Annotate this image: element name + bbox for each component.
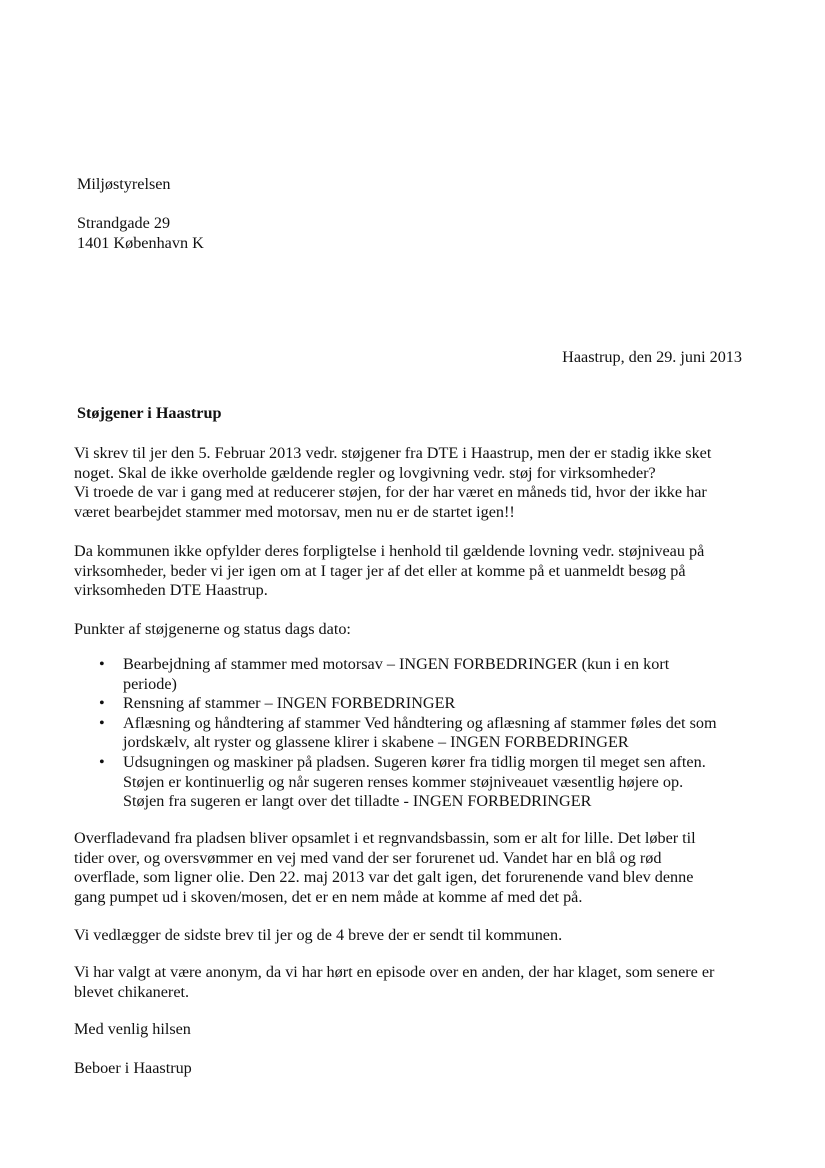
bullet-line: Støjen er kontinuerlig og når sugeren renses kommer støjniveauet væsentlig højere op. bbox=[123, 772, 684, 791]
paragraph-line: virksomheden DTE Haastrup. bbox=[74, 581, 268, 600]
bullet-line: Rensning af stammer – INGEN FORBEDRINGER bbox=[123, 694, 456, 713]
paragraph-line: Vi har valgt at være anonym, da vi har hørt en episode over en anden, der har klaget, som senere er bbox=[74, 963, 715, 981]
bullet-line: Aflæsning og håndtering af stammer Ved håndtering og aflæsning af stammer føles det som bbox=[123, 713, 717, 732]
subject-heading bbox=[77, 404, 222, 424]
bullet-line: Bearbejdning af stammer med motorsav – INGEN FORBEDRINGER (kun i en kort bbox=[123, 655, 670, 673]
signature-text: Beboer i Haastrup bbox=[74, 1059, 192, 1077]
paragraph-line: Overfladevand fra pladsen bliver opsamlet i et regnvandsbassin, som er alt for lille. Det løber til bbox=[74, 829, 696, 847]
bullet-item bbox=[99, 655, 779, 694]
paragraph-2 bbox=[74, 542, 774, 601]
paragraph-1 bbox=[74, 444, 774, 522]
paragraph-line: overflade, som ligner olie. Den 22. maj 2013 var det galt igen, det forurenende vand blev denne bbox=[74, 868, 694, 887]
bullet-icon: • bbox=[99, 694, 105, 713]
paragraph-6 bbox=[74, 963, 774, 1002]
bullet-list bbox=[99, 655, 779, 812]
dateline-text: Haastrup, den 29. juni 2013 bbox=[562, 348, 742, 366]
recipient-name-text: Miljøstyrelsen bbox=[77, 175, 171, 193]
paragraph-5 bbox=[74, 926, 774, 946]
bullet-icon: • bbox=[99, 752, 105, 771]
paragraph-line: tider over, og oversvømmer en vej med vand der ser forurenet ud. Vandet har en blå og rød bbox=[74, 848, 662, 867]
paragraph-line: Vi skrev til jer den 5. Februar 2013 vedr. støjgener fra DTE i Haastrup, men der er stadig ikke sket bbox=[74, 444, 712, 462]
paragraph-line: Punkter af støjgenerne og status dags dato: bbox=[74, 620, 351, 638]
recipient-street: Strandgade 29 bbox=[77, 214, 171, 232]
bullet-line: Udsugningen og maskiner på pladsen. Sugeren kører fra tidlig morgen til meget sen aften. bbox=[123, 752, 706, 771]
subject-text: Støjgener i Haastrup bbox=[77, 404, 222, 422]
bullet-item bbox=[99, 714, 779, 753]
bullet-icon: • bbox=[99, 713, 105, 732]
paragraph-3 bbox=[74, 620, 774, 640]
signature bbox=[74, 1059, 774, 1079]
closing bbox=[74, 1020, 774, 1040]
bullet-icon: • bbox=[99, 655, 105, 673]
dateline bbox=[562, 348, 742, 368]
paragraph-line: noget. Skal de ikke overholde gældende regler og lovgivning vedr. støj for virksomheder? bbox=[74, 463, 656, 482]
paragraph-4 bbox=[74, 829, 774, 907]
paragraph-line: virksomheder, beder vi jer igen om at I tager jer af det eller at komme på et uanmeldt besøg på bbox=[74, 561, 686, 580]
bullet-item bbox=[99, 694, 779, 714]
paragraph-line: Da kommunen ikke opfylder deres forpligtelse i henhold til gældende lovning vedr. støjniveau på bbox=[74, 542, 705, 560]
bullet-item bbox=[99, 753, 779, 812]
paragraph-line: gang pumpet ud i skoven/mosen, det er en nem måde at komme af med det på. bbox=[74, 887, 583, 906]
paragraph-line: været bearbejdet stammer med motorsav, men nu er de startet igen!! bbox=[74, 502, 515, 521]
bullet-line: Støjen fra sugeren er langt over det tilladte - INGEN FORBEDRINGER bbox=[123, 792, 592, 811]
recipient-city: 1401 København K bbox=[77, 233, 204, 252]
recipient-name bbox=[77, 175, 171, 195]
bullet-line: jordskælv, alt ryster og glassene klirer i skabene – INGEN FORBEDRINGER bbox=[123, 733, 629, 752]
paragraph-line: Vi vedlægger de sidste brev til jer og de 4 breve der er sendt til kommunen. bbox=[74, 926, 563, 944]
bullet-line: periode) bbox=[123, 674, 177, 693]
recipient-address bbox=[77, 214, 204, 253]
paragraph-line: blevet chikaneret. bbox=[74, 982, 190, 1001]
paragraph-line: Vi troede de var i gang med at reducerer støjen, for der har været en måneds tid, hvor der ikke har bbox=[74, 483, 707, 502]
closing-text: Med venlig hilsen bbox=[74, 1020, 191, 1038]
